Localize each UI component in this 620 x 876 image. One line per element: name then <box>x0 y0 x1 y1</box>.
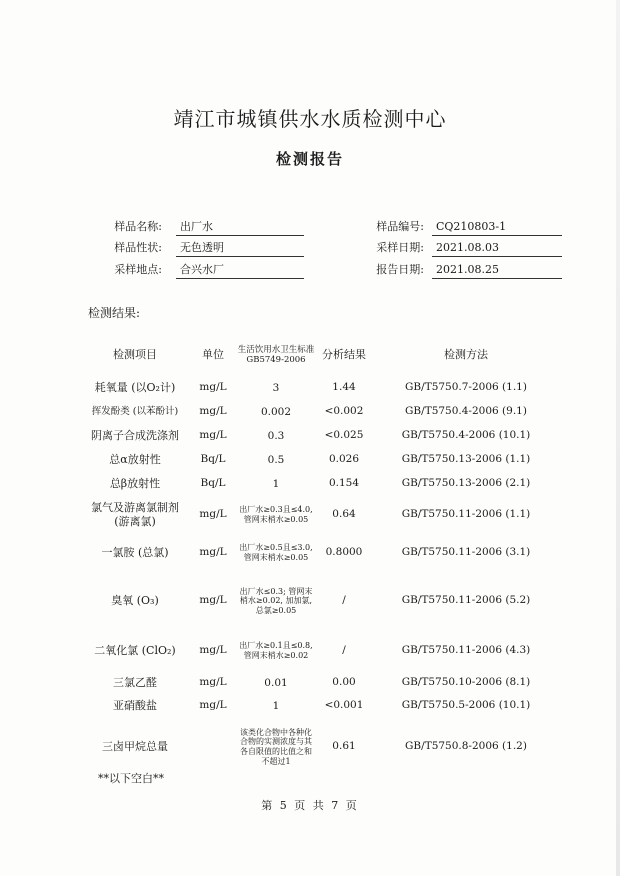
sampling-site-value: 合兴水厂 <box>176 262 304 279</box>
standard-cell: 0.3 <box>267 429 285 442</box>
unit-cell <box>190 718 236 776</box>
result-cell: 0.8000 <box>325 546 363 559</box>
standard-cell: 出厂水≥0.1且≤0.8, 管网末梢水≥0.02 <box>239 641 313 660</box>
standard-cell: 0.002 <box>260 405 292 418</box>
method-cell: GB/T5750.8-2006 (1.2) <box>405 740 527 753</box>
report-date-value: 2021.08.25 <box>432 262 562 279</box>
results-label: 检测结果: <box>88 306 141 320</box>
sample-property-field <box>106 240 304 256</box>
report-date-label: 报告日期: <box>376 263 424 276</box>
unit-cell: mg/L <box>199 405 227 418</box>
method-cell: GB/T5750.11-2006 (5.2) <box>401 594 531 607</box>
sample-name-label: 样品名称: <box>114 220 162 233</box>
organization-name: 靖江市城镇供水水质检测中心 <box>173 107 447 131</box>
method-cell: GB/T5750.11-2006 (1.1) <box>401 508 531 521</box>
table-row <box>80 572 560 630</box>
unit-cell: Bq/L <box>200 477 226 490</box>
result-cell: 1.44 <box>332 381 356 394</box>
item-cell: 一氯胺 (总氯) <box>101 546 169 560</box>
item-cell: 氯气及游离氯制剂 (游离氯) <box>91 501 179 528</box>
method-cell: GB/T5750.10-2006 (8.1) <box>401 676 531 689</box>
item-cell: 三卤甲烷总量 <box>102 740 168 754</box>
page-edge-shade <box>616 0 620 876</box>
sampling-site-field <box>106 262 304 278</box>
table-row <box>80 672 560 694</box>
standard-cell: 出厂水≤0.3; 管网末梢水≥0.02, 加加氯, 总氯≥0.05 <box>239 586 313 615</box>
method-cell: GB/T5750.13-2006 (1.1) <box>401 453 531 466</box>
table-row <box>80 472 560 496</box>
item-cell: 阴离子合成洗涤剂 <box>91 429 179 443</box>
item-cell: 亚硝酸盐 <box>113 699 157 713</box>
result-cell: / <box>342 644 346 657</box>
item-cell: 耗氧量 (以O₂计) <box>94 381 176 395</box>
unit-cell: mg/L <box>199 429 227 442</box>
standard-cell: 出厂水≥0.5且≤3.0, 管网末梢水≥0.05 <box>239 543 313 562</box>
method-cell: GB/T5750.13-2006 (2.1) <box>401 477 531 490</box>
item-cell: 挥发酚类 (以苯酚计) <box>91 406 179 418</box>
item-cell: 臭氧 (O₃) <box>111 594 159 608</box>
item-cell: 二氧化氯 (ClO₂) <box>94 644 176 658</box>
table-row <box>80 534 560 572</box>
item-cell: 总α放射性 <box>109 453 161 467</box>
table-row <box>80 424 560 448</box>
sample-number-field <box>368 219 562 235</box>
result-cell: <0.001 <box>324 699 364 712</box>
column-header-method: 检测方法 <box>444 348 488 362</box>
method-cell: GB/T5750.4-2006 (10.1) <box>401 429 531 442</box>
sample-number-value: CQ210803-1 <box>432 219 562 236</box>
result-cell: <0.002 <box>324 405 364 418</box>
table-row <box>80 694 560 718</box>
unit-cell: mg/L <box>199 546 227 559</box>
method-cell: GB/T5750.11-2006 (4.3) <box>401 644 531 657</box>
column-header-item: 检测项目 <box>113 348 157 362</box>
column-header-standard: 生活饮用水卫生标准GB5749-2006 <box>237 344 315 365</box>
method-cell: GB/T5750.5-2006 (10.1) <box>401 699 531 712</box>
sampling-date-value: 2021.08.03 <box>432 240 562 257</box>
sample-name-field <box>106 219 304 235</box>
result-cell: 0.64 <box>332 508 356 521</box>
table-row <box>80 630 560 672</box>
table-row <box>80 718 560 776</box>
sample-property-value: 无色透明 <box>176 240 304 257</box>
standard-cell: 该类化合物中各种化合物的实测浓度与其各自限值的比值之和不超过1 <box>240 727 312 766</box>
sampling-date-label: 采样日期: <box>376 241 424 254</box>
unit-cell: mg/L <box>199 508 227 521</box>
sampling-date-field <box>368 240 562 256</box>
unit-cell: mg/L <box>199 676 227 689</box>
method-cell: GB/T5750.7-2006 (1.1) <box>405 381 527 394</box>
sample-name-value: 出厂水 <box>176 219 304 236</box>
unit-cell: Bq/L <box>200 453 226 466</box>
sampling-site-label: 采样地点: <box>114 263 162 276</box>
standard-cell: 3 <box>272 381 280 394</box>
method-cell: GB/T5750.11-2006 (3.1) <box>401 546 531 559</box>
sample-number-label: 样品编号: <box>376 220 424 233</box>
standard-cell: 1 <box>272 477 280 490</box>
sample-property-label: 样品性状: <box>114 241 162 254</box>
standard-cell: 0.01 <box>264 676 288 689</box>
table-row <box>80 376 560 400</box>
result-cell: 0.154 <box>328 477 360 490</box>
unit-cell: mg/L <box>199 699 227 712</box>
result-cell: 0.026 <box>328 453 360 466</box>
results-table <box>80 334 560 776</box>
item-cell: 总β放射性 <box>109 477 161 491</box>
standard-cell: 1 <box>272 699 280 712</box>
unit-cell: mg/L <box>199 594 227 607</box>
standard-cell: 出厂水≥0.3且≤4.0, 管网末梢水≥0.05 <box>239 505 313 524</box>
page-number: 第 5 页 共 7 页 <box>261 799 359 812</box>
unit-cell: mg/L <box>199 644 227 657</box>
table-row <box>80 448 560 472</box>
standard-cell: 0.5 <box>267 453 285 466</box>
report-title: 检测报告 <box>275 150 344 168</box>
result-cell: <0.025 <box>324 429 364 442</box>
item-cell: 三氯乙醛 <box>113 676 157 690</box>
column-header-result: 分析结果 <box>322 348 366 362</box>
result-cell: 0.00 <box>332 676 356 689</box>
column-header-unit: 单位 <box>202 348 224 362</box>
result-cell: / <box>342 594 346 607</box>
unit-cell: mg/L <box>199 381 227 394</box>
table-header-row <box>80 334 560 376</box>
method-cell: GB/T5750.4-2006 (9.1) <box>405 405 527 418</box>
result-cell: 0.61 <box>332 740 356 753</box>
table-row <box>80 496 560 534</box>
blank-note: **以下空白** <box>98 772 164 785</box>
table-row <box>80 400 560 424</box>
report-date-field <box>368 262 562 278</box>
